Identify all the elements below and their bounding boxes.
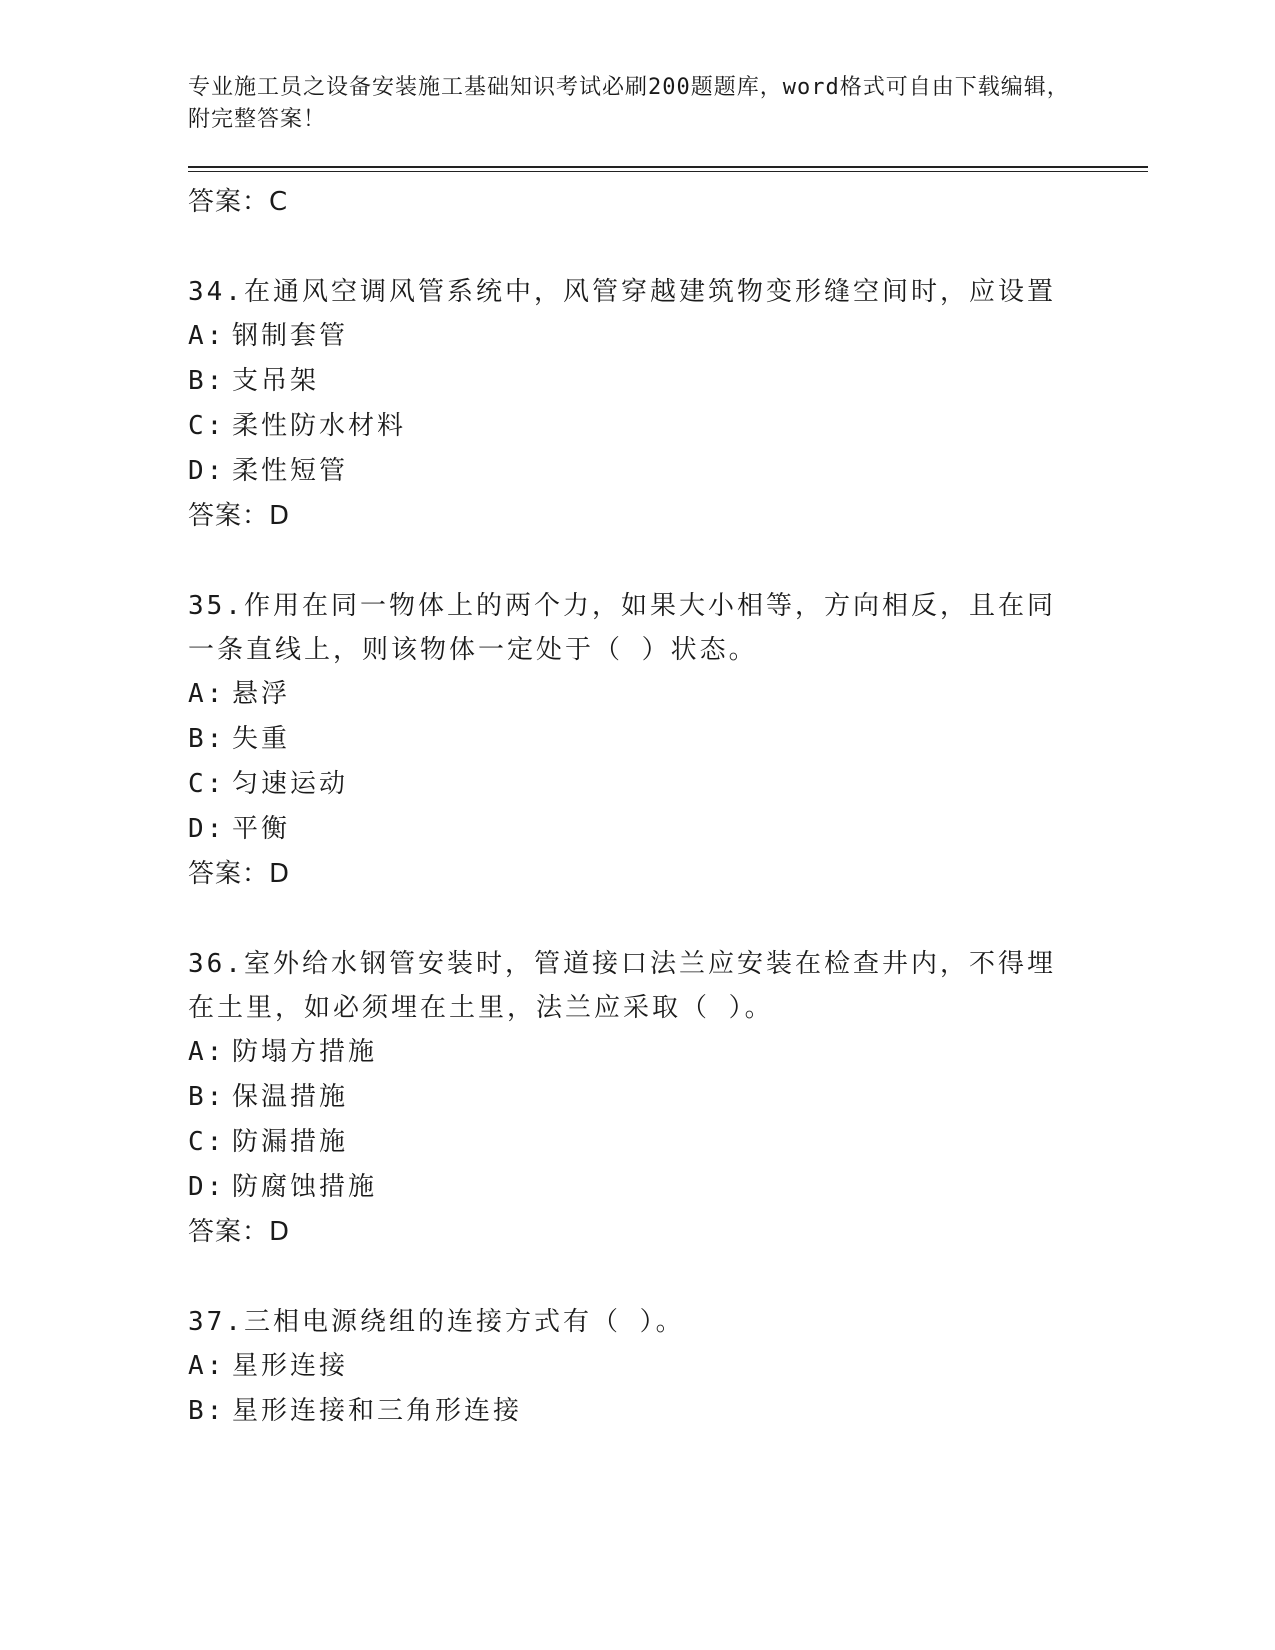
- option-b: [188, 1075, 1148, 1120]
- option-text: 星形连接: [232, 1351, 349, 1381]
- question-34: [188, 270, 1148, 538]
- answer-q33: 答案：C: [188, 187, 289, 217]
- option-letter: D:: [188, 456, 226, 486]
- option-text: 星形连接和三角形连接: [232, 1396, 523, 1426]
- answer-q36: 答案：D: [188, 1217, 291, 1247]
- option-b: [188, 1389, 1148, 1434]
- option-c: [188, 1120, 1148, 1165]
- option-b: [188, 359, 1148, 404]
- option-a: [188, 314, 1148, 359]
- option-text: 防腐蚀措施: [232, 1172, 378, 1202]
- header-divider: [188, 166, 1148, 172]
- question-text: 37.三相电源绕组的连接方式有（ ）。: [188, 1307, 685, 1337]
- option-a: [188, 1344, 1148, 1389]
- option-text: 钢制套管: [232, 321, 349, 351]
- option-d: [188, 1165, 1148, 1210]
- question-37: [188, 1300, 1148, 1434]
- option-text: 保温措施: [232, 1082, 349, 1112]
- option-text: 柔性防水材料: [232, 411, 407, 441]
- question-text: 36.室外给水钢管安装时，管道接口法兰应安装在检查井内，不得埋在土里，如必须埋在土里，法兰应采取（ ）。: [188, 949, 1056, 1023]
- option-letter: B:: [188, 1082, 226, 1112]
- option-a: [188, 1030, 1148, 1075]
- option-c: [188, 404, 1148, 449]
- option-a: [188, 672, 1148, 717]
- option-text: 失重: [232, 724, 291, 754]
- document-page: [188, 72, 1148, 1434]
- question-text: 34.在通风空调风管系统中，风管穿越建筑物变形缝空间时，应设置: [188, 277, 1056, 307]
- answer-q35: 答案：D: [188, 859, 291, 889]
- option-c: [188, 762, 1148, 807]
- option-text: 防漏措施: [232, 1127, 349, 1157]
- option-letter: D:: [188, 1172, 226, 1202]
- option-letter: D:: [188, 814, 226, 844]
- option-letter: C:: [188, 1127, 226, 1157]
- answer-q34: 答案：D: [188, 501, 291, 531]
- option-letter: A:: [188, 321, 226, 351]
- option-text: 悬浮: [232, 679, 291, 709]
- option-letter: A:: [188, 1351, 226, 1381]
- option-letter: C:: [188, 769, 226, 799]
- question-35: [188, 584, 1148, 896]
- question-text: 35.作用在同一物体上的两个力，如果大小相等，方向相反，且在同一条直线上，则该物体一定处于（ ）状态。: [188, 591, 1056, 665]
- document-header: 专业施工员之设备安装施工基础知识考试必刷200题题库，word格式可自由下载编辑，附完整答案！: [188, 75, 1070, 132]
- option-d: [188, 807, 1148, 852]
- option-text: 匀速运动: [232, 769, 349, 799]
- option-letter: B:: [188, 366, 226, 396]
- option-letter: A:: [188, 1037, 226, 1067]
- option-letter: C:: [188, 411, 226, 441]
- option-d: [188, 449, 1148, 494]
- option-letter: A:: [188, 679, 226, 709]
- option-text: 平衡: [232, 814, 291, 844]
- option-letter: B:: [188, 724, 226, 754]
- option-text: 支吊架: [232, 366, 320, 396]
- option-text: 柔性短管: [232, 456, 349, 486]
- option-b: [188, 717, 1148, 762]
- option-text: 防塌方措施: [232, 1037, 378, 1067]
- option-letter: B:: [188, 1396, 226, 1426]
- question-36: [188, 942, 1148, 1254]
